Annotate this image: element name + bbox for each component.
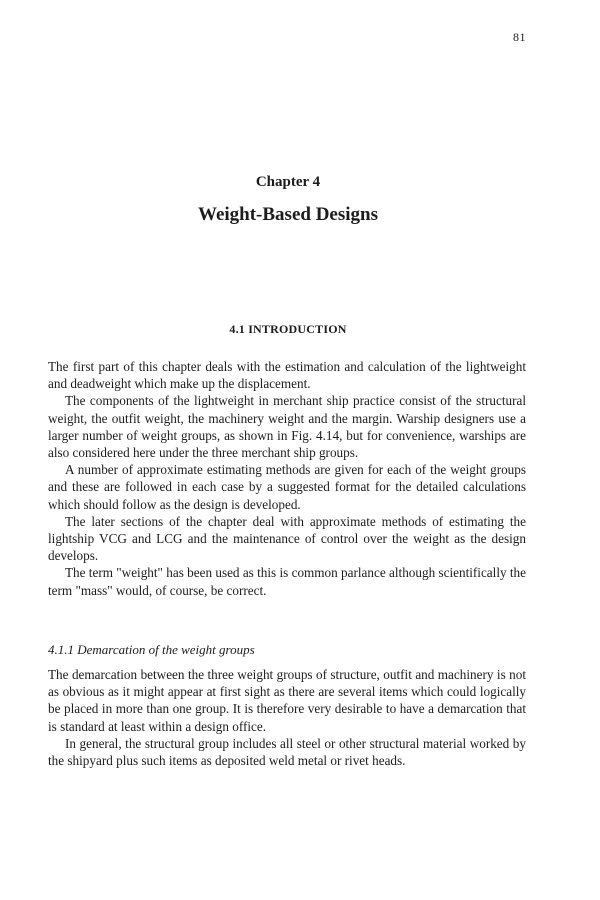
- paragraph: The components of the lightweight in merchant ship practice consist of the structural weight, the outfit weight, the machinery weight and the margin. Warship designers use a larger number of weight groups, as shown in Fig. 4.14, but for convenience, warships are also considered here under the three merchant ship groups.: [48, 393, 526, 461]
- paragraph: The first part of this chapter deals with the estimation and calculation of the lightweight and deadweight which make up the displacement.: [48, 359, 526, 392]
- paragraph: In general, the structural group includes all steel or other structural material worked by the shipyard plus such items as deposited weld metal or rivet heads.: [48, 735, 526, 769]
- chapter-label: Chapter 4: [255, 174, 321, 190]
- page-number: 81: [513, 30, 526, 44]
- paragraph: A number of approximate estimating methods are given for each of the weight groups and these are followed in each case by a suggested format for the detailed calculations which should follow as the design is developed.: [48, 462, 526, 512]
- chapter-title: Weight-Based Designs: [198, 204, 378, 225]
- introduction-body: [48, 358, 526, 599]
- subsection-heading: 4.1.1 Demarcation of the weight groups: [48, 642, 255, 657]
- demarcation-body: [48, 666, 526, 769]
- paragraph: The term "weight" has been used as this is common parlance although scientifically the term "mass" would, of course, be correct.: [48, 565, 526, 598]
- section-heading: 4.1 INTRODUCTION: [229, 322, 347, 336]
- paragraph: The demarcation between the three weight groups of structure, outfit and machinery is not as obvious as it might appear at first sight as there are several items which could logically be placed in more than one group. It is therefore very desirable to have a demarcation that is standard at least within a design office.: [48, 667, 526, 734]
- paragraph: The later sections of the chapter deal with approximate methods of estimating the lightship VCG and LCG and the maintenance of control over the weight as the design develops.: [48, 513, 526, 564]
